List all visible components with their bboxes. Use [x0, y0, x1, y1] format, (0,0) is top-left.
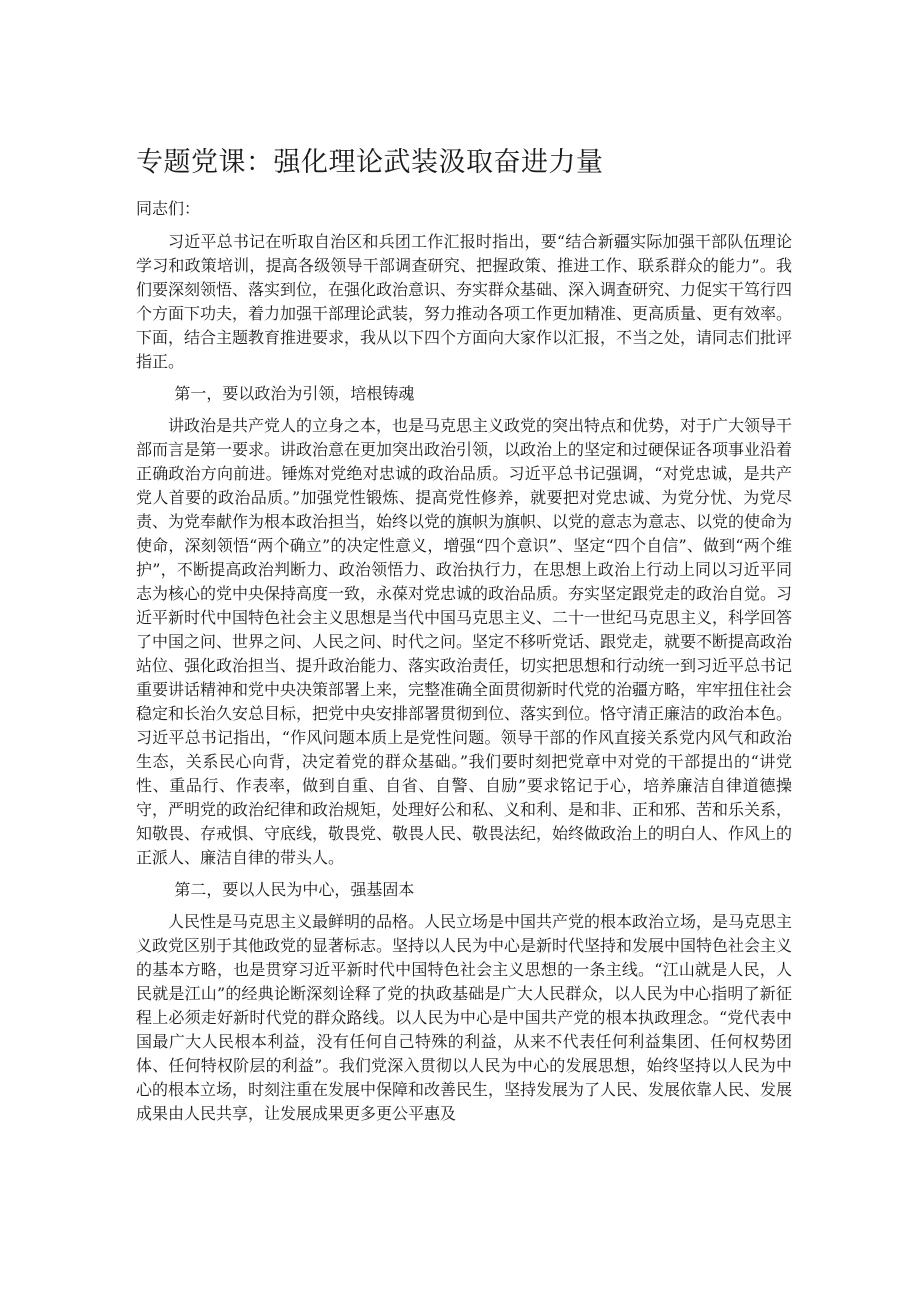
section-body-2: 人民性是马克思主义最鲜明的品格。人民立场是中国共产党的根本政治立场，是马克思主义政党区别于其他政党的显著标志。坚持以人民为中心是新时代坚持和发展中国特色社会主义的基本方略，也是贯穿习近平新时代中国特色社会主义思想的一条主线。“江山就是人民，人民就是江山”的经典论断深刻诠释了党的执政基础是广大人民群众，以人民为中心指明了新征程上必须走好新时代党的群众路线。以人民为中心是中国共产党的根本执政理念。“党代表中国最广大人民根本利益，没有任何自己特殊的利益，从来不代表任何利益集团、任何权势团体、任何特权阶层的利益”。我们党深入贯彻以人民为中心的发展思想，始终坚持以人民为中心的根本立场，时刻注重在发展中保障和改善民生，坚持发展为了人民、发展依靠人民、发展成果由人民共享，让发展成果更多更公平惠及: [136, 912, 793, 1123]
document-page: [136, 143, 792, 1134]
section-body-1: 讲政治是共产党人的立身之本，也是马克思主义政党的突出特点和优势，对于广大领导干部而言是第一要求。讲政治意在更加突出政治引领，以政治上的坚定和过硬保证各项事业沿着正确政治方向前进。锤炼对党绝对忠诚的政治品质。习近平总书记强调，“对党忠诚，是共产党人首要的政治品质。”加强党性锻炼、提高党性修养，就要把对党忠诚、为党分忧、为党尽责、为党奉献作为根本政治担当，始终以党的旗帜为旗帜、以党的意志为意志、以党的使命为使命，深刻领悟“两个确立”的决定性意义，增强“四个意识”、坚定“四个自信”、做到“两个维护”，不断提高政治判断力、政治领悟力、政治执行力，在思想上政治上行动上同以习近平同志为核心的党中央保持高度一致，永葆对党忠诚的政治品质。夯实坚定跟党走的政治自觉。习近平新时代中国特色社会主义思想是当代中国马克思主义、二十一世纪马克思主义，科学回答了中国之问、世界之问、人民之问、时代之问。坚定不移听党话、跟党走，就要不断提高政治站位、强化政治担当、提升政治能力、落实政治责任，切实把思想和行动统一到习近平总书记重要讲话精神和党中央决策部署上来，完整准确全面贯彻新时代党的治疆方略，牢牢扭住社会稳定和长治久安总目标，把党中央安排部署贯彻到位、落实到位。恪守清正廉洁的政治本色。习近平总书记指出，“作风问题本质上是党性问题。领导干部的作风直接关系党内风气和政治生态，关系民心向背，决定着党的群众基础。”我们要时刻把党章中对党的干部提出的“讲党性、重品行、作表率，做到自重、自省、自警、自励”要求铭记于心，培养廉洁自律道德操守，严明党的政治纪律和政治规矩，处理好公和私、义和利、是和非、正和邪、苦和乐关系，知敬畏、存戒惧、守底线，敬畏党、敬畏人民、敬畏法纪，始终做政治上的明白人、作风上的正派人、廉洁自律的带头人。: [136, 416, 793, 867]
page-title: 专题党课：强化理论武装汲取奋进力量: [136, 147, 604, 178]
intro-paragraph: 习近平总书记在听取自治区和兵团工作汇报时指出，要“结合新疆实际加强干部队伍理论学习和政策培训，提高各级领导干部调查研究、把握政策、推进工作、联系群众的能力”。我们要深刻领悟、落实到位，在强化政治意识、夯实群众基础、深入调查研究、力促实干笃行四个方面下功夫，着力加强干部理论武装，努力推动各项工作更加精准、更高质量、更有效率。下面，结合主题教育推进要求，我从以下四个方面向大家作以汇报，不当之处，请同志们批评指正。: [136, 232, 793, 371]
section-heading-2: 第二，要以人民为中心，强基固本: [174, 880, 415, 899]
section-heading-1: 第一，要以政治为引领，培根铸魂: [174, 384, 415, 403]
salutation: 同志们：: [136, 199, 201, 218]
